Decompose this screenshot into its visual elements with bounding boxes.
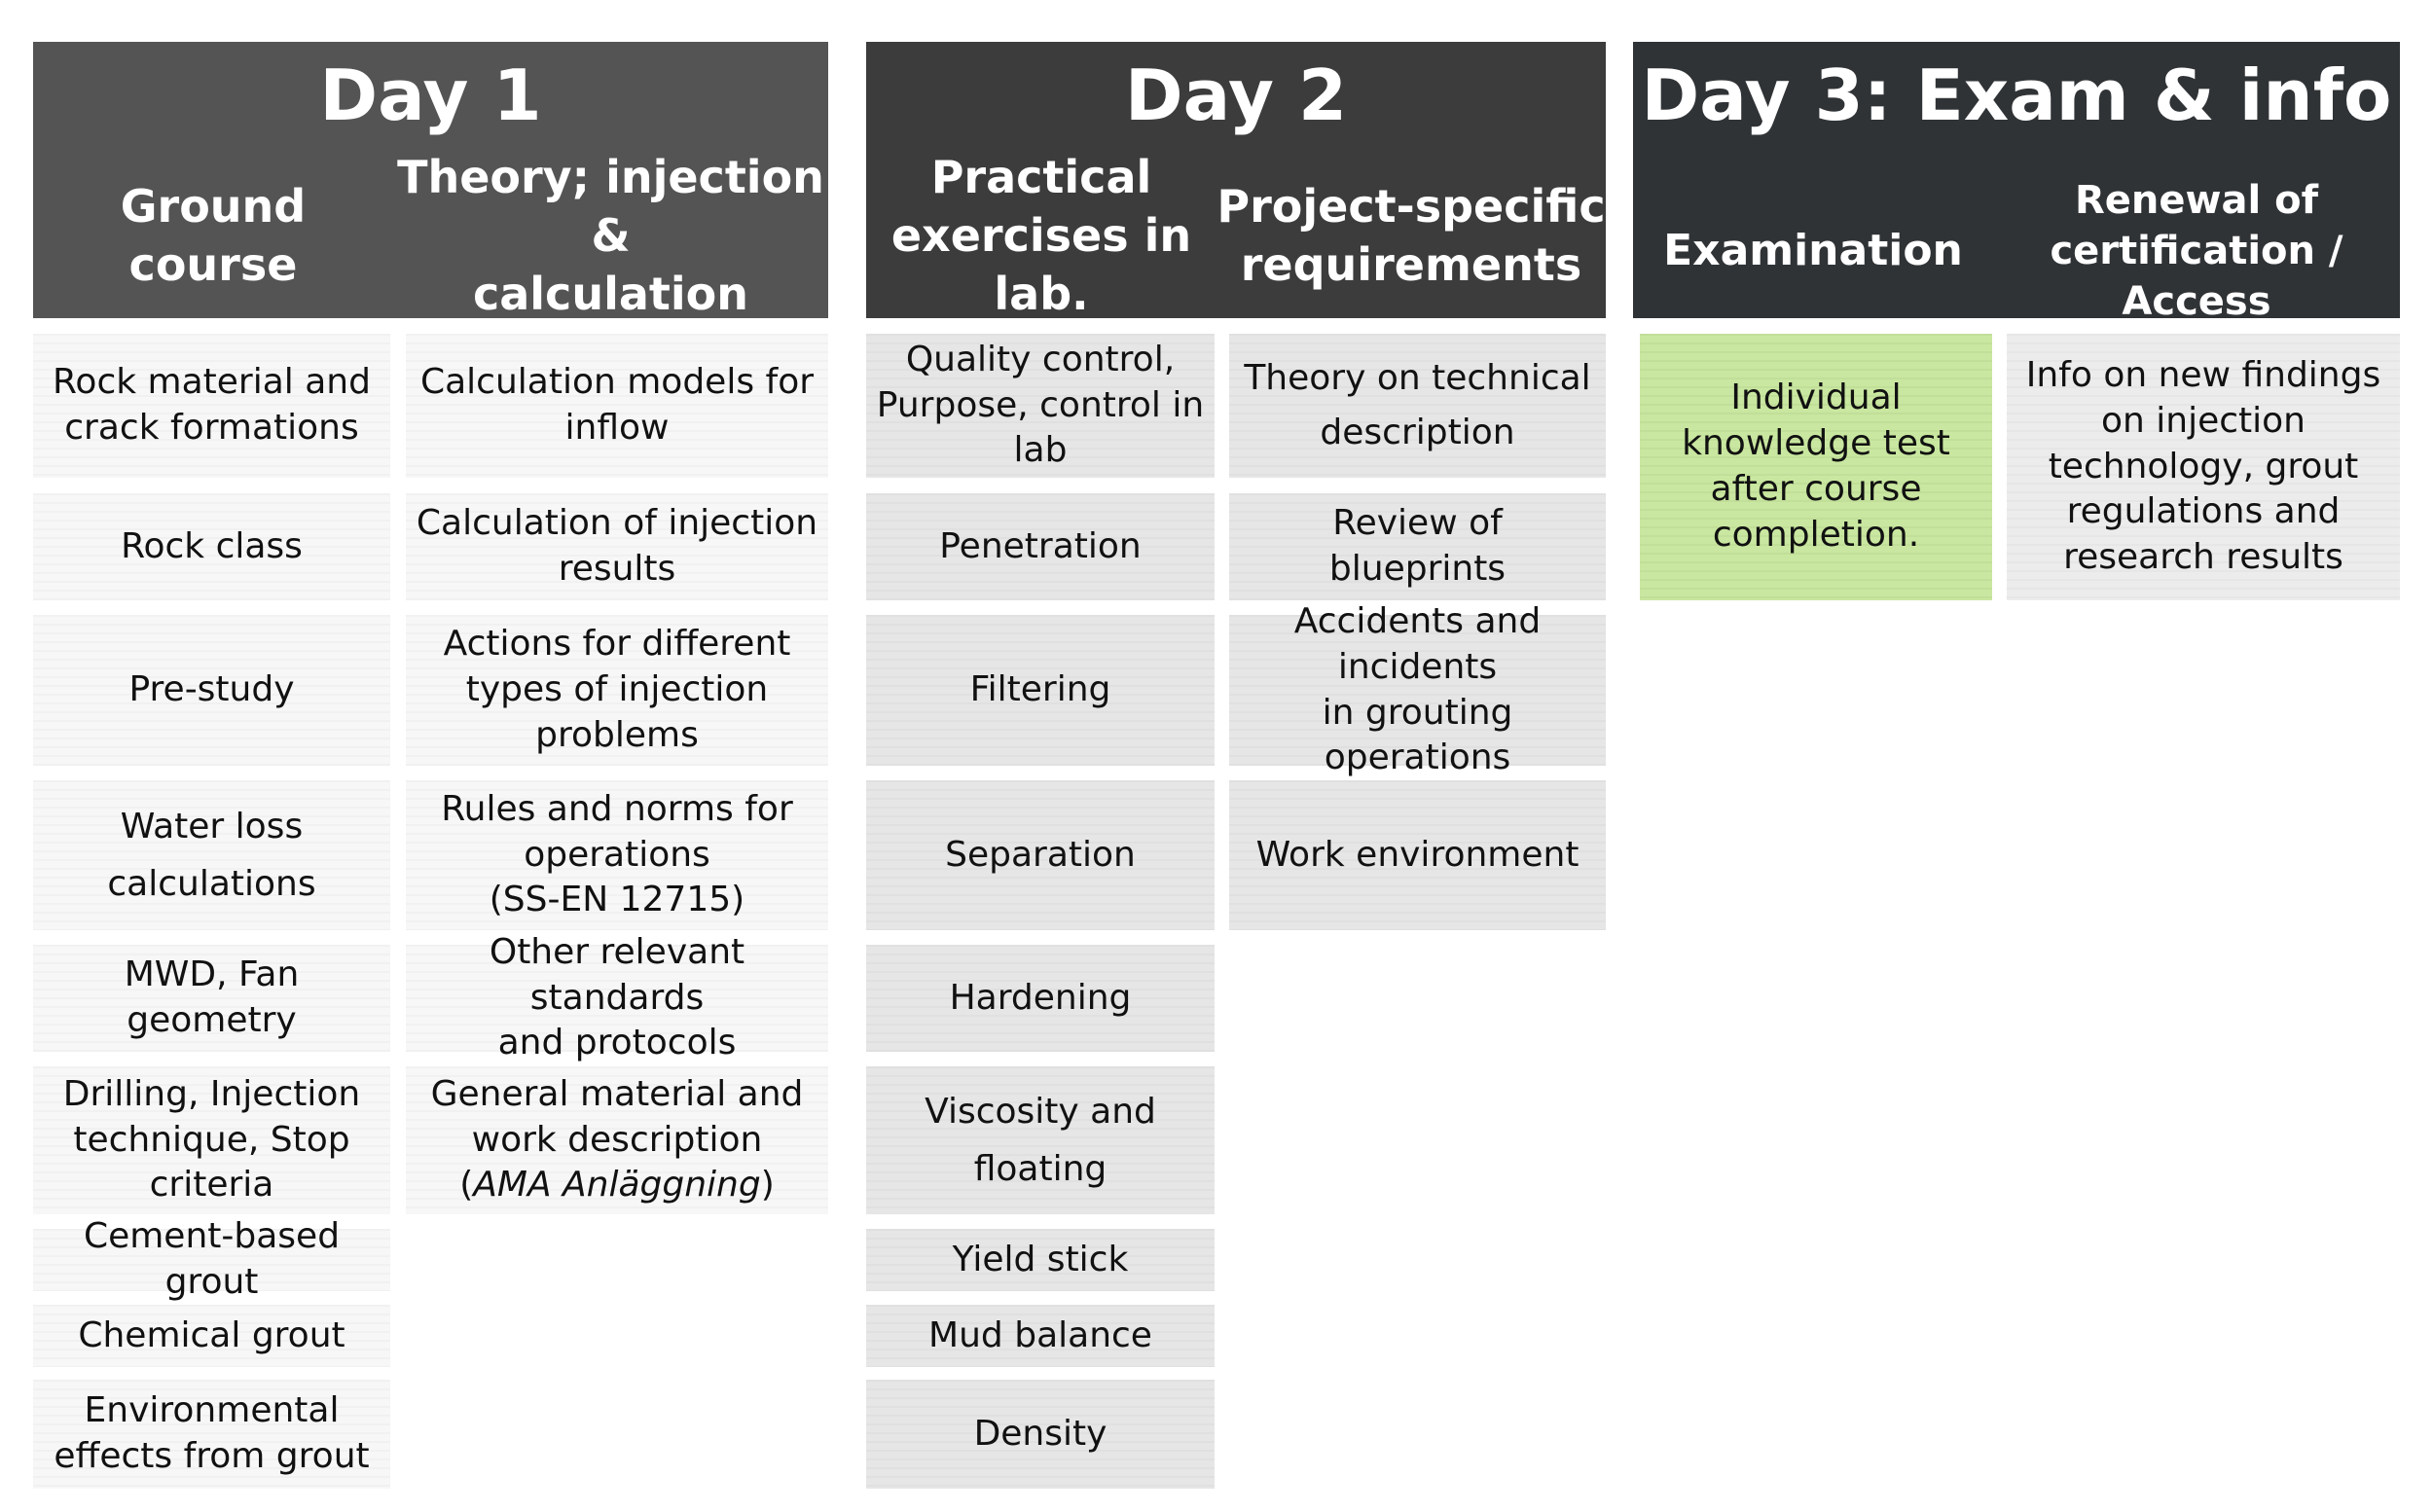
- day1-topic-calculation-models: Calculation models for inflow: [406, 334, 828, 478]
- day1-topic-cement-grout: Cement-based grout: [33, 1229, 390, 1291]
- day1-topic-general-material: General material and work description (AMA Anläggning): [406, 1066, 828, 1214]
- day1-topic-mwd-fan-geometry: MWD, Fan geometry: [33, 945, 390, 1052]
- day2-topic-technical-description: Theory on technical description: [1229, 334, 1606, 478]
- day2-topic-yield-stick: Yield stick: [866, 1229, 1215, 1291]
- day2-col2-heading: Project-specific requirements: [1216, 180, 1606, 291]
- day1-topic-chemical-grout: Chemical grout: [33, 1305, 390, 1367]
- day2-topic-work-environment: Work environment: [1229, 780, 1606, 930]
- day3-topic-knowledge-test: Individual knowledge test after course completion.: [1640, 334, 1992, 600]
- day1-topic-water-loss: Water loss calculations: [33, 780, 390, 930]
- day3-col2-heading: Renewal of certification / Access: [2050, 178, 2343, 324]
- day2-topic-viscosity: Viscosity and floating: [866, 1066, 1215, 1214]
- day1-col1-heading: Ground course: [120, 180, 307, 291]
- day2-topic-penetration: Penetration: [866, 493, 1215, 600]
- day2-topic-accidents: Accidents and incidents in grouting operations: [1229, 615, 1606, 766]
- day1-topic-rock-material: Rock material and crack formations: [33, 334, 390, 478]
- day3-col1-heading: Examination: [1663, 226, 1963, 276]
- day1-topic-calculation-results: Calculation of injection results: [406, 493, 828, 600]
- day1-topic-environmental-effects: Environmental effects from grout: [33, 1380, 390, 1489]
- day1-title: Day 1: [319, 54, 542, 136]
- day1-topic-drilling-injection: Drilling, Injection technique, Stop criteria: [33, 1066, 390, 1214]
- day3-header: [1633, 42, 2400, 324]
- day2-topic-filtering: Filtering: [866, 615, 1215, 766]
- day2-topic-mud-balance: Mud balance: [866, 1305, 1215, 1367]
- day2-topic-hardening: Hardening: [866, 945, 1215, 1052]
- day2-topic-density: Density: [866, 1380, 1215, 1489]
- day1-topic-other-standards: Other relevant standards and protocols: [406, 945, 828, 1052]
- day2-col1-heading: Practical exercises in lab.: [890, 151, 1192, 320]
- day1-col2-heading: Theory; injection & calculation: [397, 151, 824, 320]
- day1-topic-actions-problems: Actions for different types of injection problems: [406, 615, 828, 766]
- day1-topic-rules-norms: Rules and norms for operations (SS-EN 12715): [406, 780, 828, 930]
- day2-topic-blueprints: Review of blueprints: [1229, 493, 1606, 600]
- day2-title: Day 2: [1124, 54, 1348, 136]
- day2-topic-quality-control: Quality control, Purpose, control in lab: [866, 334, 1215, 478]
- day3-title: Day 3: Exam & info: [1641, 54, 2392, 136]
- day2-topic-separation: Separation: [866, 780, 1215, 930]
- day1-topic-rock-class: Rock class: [33, 493, 390, 600]
- day1-header: [33, 42, 828, 318]
- day3-topic-new-findings: Info on new findings on injection technology, grout regulations and research results: [2007, 334, 2400, 600]
- day2-header: [866, 42, 1606, 318]
- day1-topic-pre-study: Pre-study: [33, 615, 390, 766]
